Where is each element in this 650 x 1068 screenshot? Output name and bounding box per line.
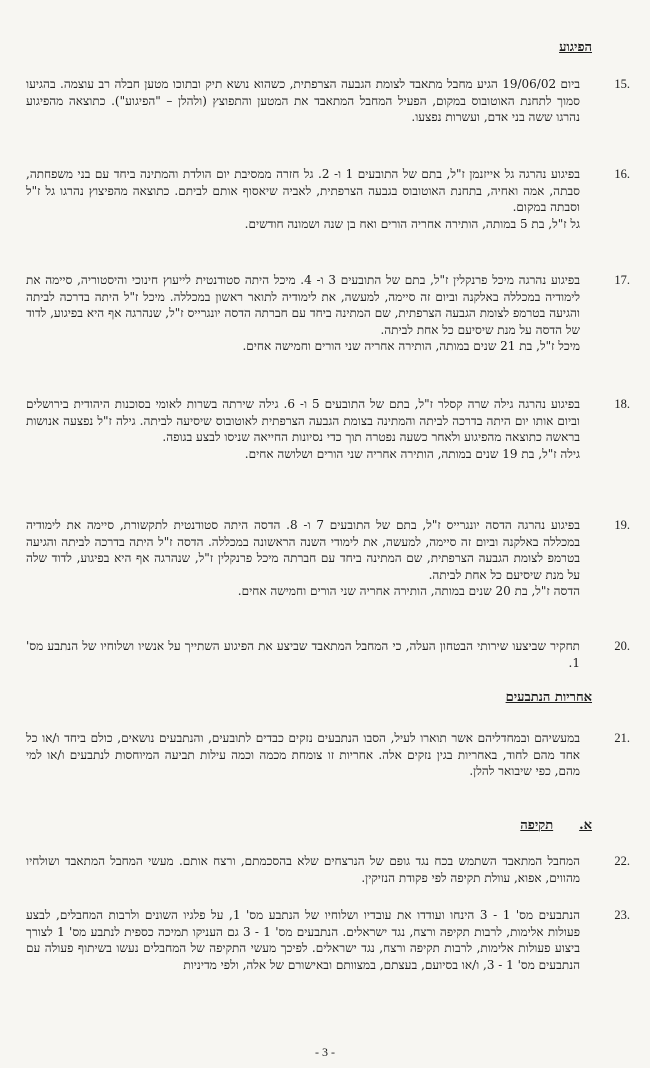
paragraph-16 <box>20 166 632 232</box>
paragraph-number: 21. <box>614 731 630 745</box>
paragraph-20 <box>20 638 632 671</box>
paragraph-text: בפיגוע נהרגה מיכל פרנקלין ז"ל, בתם של התובעים 3 ו- 4. מיכל היתה סטודנטית לייעוץ חינוכי והיסטוריה, סיימה את לימודיה במכללה באלקנה וביום זה סיימה, למעשה, את לימודיה לתואר ראשון במכללה. מיכל ז"ל היתה בדרכה לביתה והגיעה בטרמפ לצומת הגבעה הצרפתית, שם המתינה ביחד עם חברתה הדסה יונגרייס ז"ל, שנהרגה אף היא בפיגוע, לדוד של הדסה על מנת שיסיעם כל אחת לביתה. <box>26 273 580 337</box>
paragraph-number: 19. <box>614 518 630 532</box>
paragraph-text: במעשיהם ובמחדליהם אשר תוארו לעיל, הסבו הנתבעים נזקים כבדים לתובעים, והנתבעים נושאים, כולם ביחד ו/או כל אחד מהם לחוד, באחריות בגין נזקים אלה. אחריות זו צומחת מכמה וכמה עילות תביעה המיוחסות לנתבעים ו/או למי מהם, כפי שיבואר להלן. <box>26 731 580 778</box>
paragraph-text: בפיגוע נהרגה גילה שרה קסלר ז"ל, בתם של התובעים 5 ו- 6. גילה שירתה בשרות לאומי בסוכנות היהודית בירושלים וביום אותו יום היתה בדרכה לביתה והמתינה בצומת הגבעה הצרפתית לאוטובוס שיסיעה לביתה. גילה ז"ל נפצעה אנושות בראשה כתוצאה מהפיגוע ולאחר כשעה נפטרה תוך כדי נסיונות החייאה שניסו לבצע בגופה. <box>26 397 580 444</box>
paragraph-text: תחקיר שביצעו שירותי הבטחון העלה, כי המחבל המתאבד שביצע את הפיגוע השתייך על אנשיו ושלוחיו של הנתבע מס' 1. <box>26 639 580 670</box>
section-title: תקיפה <box>520 818 554 833</box>
page-number: - 3 - <box>315 1045 335 1059</box>
paragraph-text: המחבל המתאבד השתמש בכח נגד גופם של הנרצחים שלא בהסכמתם, ורצח אותם. מעשי המחבל המתאבד ושולחיו מהווים, אפוא, עוולת תקיפה לפי פקודת הנזיקין. <box>26 854 580 885</box>
paragraph-text: בפיגוע נהרגה הדסה יונגרייס ז"ל, בתם של התובעים 7 ו- 8. הדסה היתה סטודנטית לתקשורת, סיימה את לימודיה במכללה באלקנה וביום זה סיימה, למעשה, את לימודי השנה הראשונה במכללה. הדסה ז"ל היתה בדרכה לביתה והגיעה בטרמפ לצומת הגבעה הצרפתית, שם המתינה ביחד עם חברתה מיכל פרנקלין ז"ל, שנהרגה אף היא בפיגוע, לדוד שלה על מנת שיסיעם כל אחת לביתה. <box>26 518 580 582</box>
paragraph-number: 17. <box>614 273 630 287</box>
paragraph-body <box>20 517 580 600</box>
section-heading-assault <box>520 818 592 834</box>
paragraph-body <box>20 272 580 355</box>
paragraph-number: 16. <box>614 167 630 181</box>
paragraph-17 <box>20 272 632 355</box>
section-letter: א. <box>579 818 592 833</box>
paragraph-body <box>20 396 580 462</box>
section-heading-attack: הפיגוע <box>559 40 592 55</box>
paragraph-note: גל ז"ל, בת 5 במותה, הותירה אחריה הורים ואח בן שנה ושמונה חודשים. <box>244 216 580 231</box>
paragraph-text: בפיגוע נהרגה גל אייזנמן ז"ל, בתם של התובעים 1 ו- 2. גל חזרה ממסיבת יום הולדת והמתינה ביחד עם בני משפחתה, סבתה, אמה ואחיה, בתחנת האוטובוס בגבעה הצרפתית, לאביה שיאסוף אותם לביתם. כתוצאה מהפיצוץ נהרגו גל ז"ל וסבתה במקום. <box>26 167 580 214</box>
paragraph-18 <box>20 396 632 462</box>
paragraph-body <box>20 166 580 232</box>
paragraph-19 <box>20 517 632 600</box>
paragraph-note: גילה ז"ל, בת 19 שנים במותה, הותירה אחריה שני הורים ושלושה אחים. <box>244 446 580 461</box>
paragraph-note: הדסה ז"ל, בת 20 שנים במותה, הותירה אחריה שני הורים וחמישה אחים. <box>237 584 580 598</box>
paragraph-23 <box>20 907 632 973</box>
paragraph-15 <box>20 76 632 126</box>
paragraph-22 <box>20 853 632 886</box>
paragraph-text: ביום 19/06/02 הגיע מחבל מתאבד לצומת הגבעה הצרפתית, כשהוא נושא תיק ובתוכו מטען חבלה רב עוצמה. בהגיעו סמוך לתחנת האוטובוס במקום, הפעיל המחבל המתאבד את המטען והתפוצץ (ולהלן – "הפיגוע"). כתוצאה מהפיגוע נהרגו ששה בני אדם, ועשרות נפצעו. <box>26 77 580 124</box>
paragraph-number: 23. <box>614 908 630 922</box>
paragraph-number: 20. <box>614 639 630 653</box>
paragraph-number: 22. <box>614 854 630 868</box>
paragraph-number: 18. <box>614 397 630 411</box>
paragraph-21 <box>20 730 632 780</box>
section-heading-responsibility: אחריות הנתבעים <box>505 690 592 705</box>
paragraph-number: 15. <box>614 77 630 91</box>
paragraph-text: הנתבעים מס' 1 - 3 הינחו ועודדו את עובדיו ושלוחיו של הנתבע מס' 1, על פלגיו השונים ולרבות המחבלים, לבצע פעולות אלימות, לרבות תקיפה ורצח, נגד ישראלים. הנתבעים מס' 1 - 3 גם העניקו תמיכה כספית לנתבע מס' 1 לצורך ביצוע פעולות אלימות, לרבות תקיפה ורצח, נגד ישראלים. לפיכך מעשי התקיפה של המחבלים נעשו בשיתוף פעולה עם הנתבעים מס' 1 - 3, ו/או בסיועם, בעצתם, במצוותם ובאישורם של אלה, ולפי מדיניות <box>26 908 581 972</box>
paragraph-note: מיכל ז"ל, בת 21 שנים במותה, הותירה אחריה שני הורים וחמישה אחים. <box>242 339 580 353</box>
